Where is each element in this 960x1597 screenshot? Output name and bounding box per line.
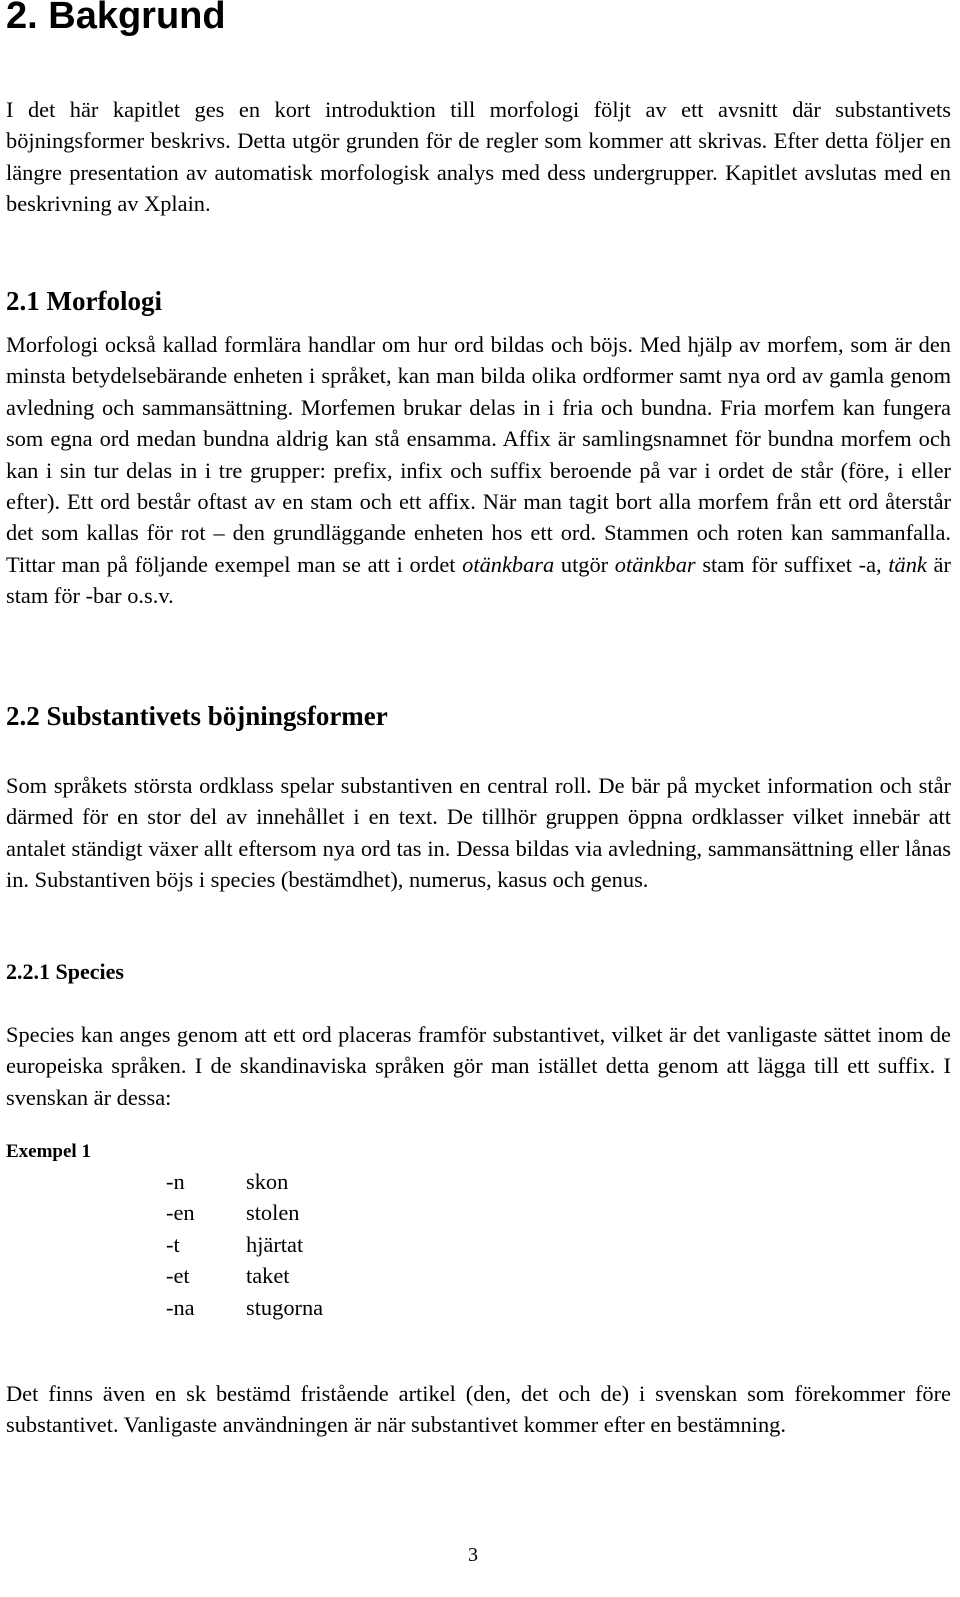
example-word-otankbara: otänkbara <box>462 551 555 577</box>
example-suffix: -et <box>166 1263 190 1289</box>
substantiv-paragraph: Som språkets största ordklass spelar substantiven en central roll. De bär på mycket information och står därmed för en stor del av innehållet i en text. De tillhör gruppen öppna ordklasser vilket innebär att antalet ständigt växer allt eftersom nya ord tas in. Dessa bildas via avledning, sammansättning eller lånas in. Substantiven böjs i species (bestämdhet), numerus, kasus och genus. <box>6 773 951 893</box>
example-word: taket <box>246 1263 290 1289</box>
example-word: hjärtat <box>246 1231 304 1257</box>
subsection-heading-species: 2.2.1 Species <box>6 959 124 984</box>
table-row <box>166 1166 323 1197</box>
example-table <box>166 1166 323 1323</box>
chapter-title: 2. Bakgrund <box>6 0 226 37</box>
example-word: skon <box>246 1169 289 1194</box>
table-row <box>166 1292 323 1323</box>
table-row <box>166 1197 323 1228</box>
morfologi-text-3: är stam för -bar o.s.v. <box>6 551 951 609</box>
section-heading-morfologi: 2.1 Morfologi <box>6 286 162 316</box>
table-row <box>166 1229 323 1260</box>
example-word: stolen <box>246 1200 300 1226</box>
example-suffix: -t <box>166 1231 180 1257</box>
example-word: stugorna <box>246 1294 324 1320</box>
morfologi-text-main: Morfologi också kallad formlära handlar om hur ord bildas och böjs. Med hjälp av morfem, som är den minsta betydelsebärande enheten i språket, kan man bilda olika ordformer samt nya ord av gamla genom avledning och sammansättning. Morfemen brukar delas in i fria och bundna. Fria morfem kan fungera som egna ord medan bundna aldrig kan stå ensamma. Affix är samlingsnamnet för bundna morfem och kan i sin tur delas in i tre grupper: prefix, infix och suffix beroende på var i ordet de står (före, i eller efter). Ett ord består oftast av en stam och ett affix. När man tagit bort alla morfem från ett ord återstår det som kallas för rot – den grundläggande enheten hos ett ord. Stammen och roten kan sammanfalla. Tittar man på följande exempel man se att i ordet <box>6 332 951 577</box>
example-suffix: -n <box>166 1169 185 1194</box>
species-paragraph: Species kan anges genom att ett ord placeras framför substantivet, vilket är det vanligaste sättet inom de europeiska språken. I de skandinaviska språken gör man istället detta genom att lägga till ett suffix. I svenskan är dessa: <box>6 1022 951 1110</box>
morfologi-text-1: utgör <box>560 551 609 577</box>
morfologi-text-2: stam för suffixet -a, <box>702 551 882 577</box>
example-suffix: -en <box>166 1200 195 1226</box>
page-number: 3 <box>468 1544 478 1566</box>
example-suffix: -na <box>166 1294 195 1320</box>
table-row <box>166 1260 323 1291</box>
morfologi-paragraph <box>6 329 951 612</box>
section-heading-substantiv: 2.2 Substantivets böjningsformer <box>6 701 388 731</box>
example-label: Exempel 1 <box>6 1141 91 1162</box>
chapter-intro: I det här kapitlet ges en kort introduktion till morfologi följt av ett avsnitt där substantivets böjningsformer beskrivs. Detta utgör grunden för de regler som kommer att skrivas. Efter detta följer en längre presentation av automatisk morfologisk analys med dess undergrupper. Kapitlet avslutas med en beskrivning av Xplain. <box>6 97 951 217</box>
example-word-otankbar: otänkbar <box>614 551 696 577</box>
closing-paragraph: Det finns även en sk bestämd fristående artikel (den, det och de) i svenskan som förekommer före substantivet. Vanligaste användningen är när substantivet kommer efter en bestämning. <box>6 1381 951 1438</box>
example-word-tank: tänk <box>888 551 927 577</box>
